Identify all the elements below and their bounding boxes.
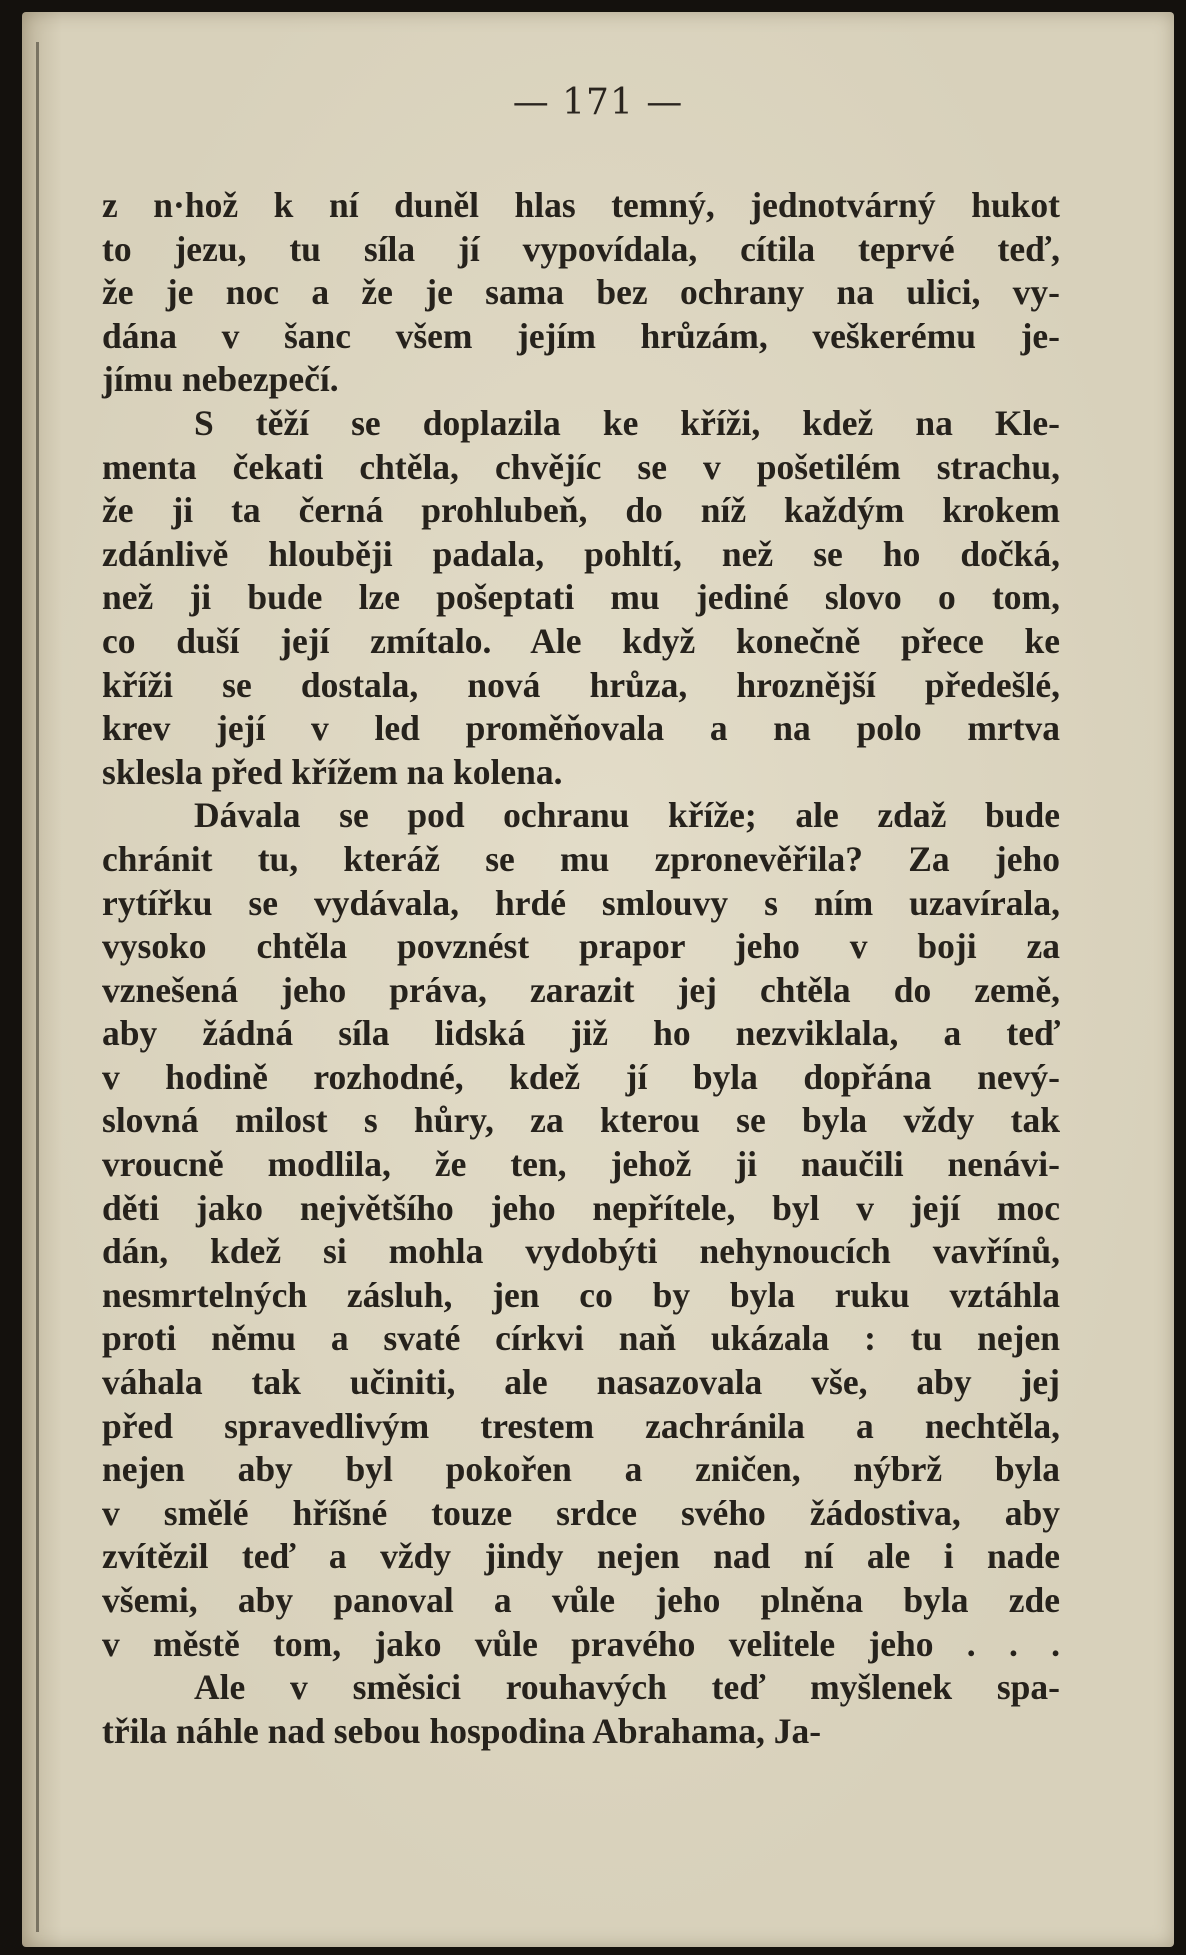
text-line: S těží se doplazila ke kříži, kdež na Kle- xyxy=(194,402,1060,443)
text-line: chránit tu, kteráž se mu zpronevěřila? Za jeho xyxy=(102,838,1060,879)
text-line: před spravedlivým trestem zachránila a nechtěla, xyxy=(102,1405,1060,1446)
text-line: slovná milost s hůry, za kterou se byla vždy tak xyxy=(102,1100,1060,1141)
text-line: v městě tom, jako vůle pravého velitele jeho . . . xyxy=(102,1623,1060,1664)
text-line: všemi, aby panoval a vůle jeho plněna byla zde xyxy=(102,1580,1060,1620)
text-line: sklesla před křížem na kolena. xyxy=(102,751,563,792)
text-line: v hodině rozhodné, kdež jí byla dopřána nevý- xyxy=(102,1056,1060,1097)
text-line: než ji bude lze pošeptati mu jediné slovo o tom, xyxy=(102,577,1060,618)
text-line: váhala tak učiniti, ale nasazovala vše, aby jej xyxy=(102,1362,1060,1403)
text-line: jímu nebezpečí. xyxy=(102,359,339,400)
text-line: Ale v směsici rouhavých teď myšlenek spa- xyxy=(194,1667,1060,1708)
binding-edge xyxy=(36,42,39,1932)
text-line: vroucně modlila, že ten, jehož ji naučili nenávi- xyxy=(102,1144,1060,1185)
text-line: to jezu, tu síla jí vypovídala, cítila teprvé teď, xyxy=(102,228,1060,269)
text-line: vysoko chtěla povznést prapor jeho v boji za xyxy=(102,926,1060,967)
text-line: že je noc a že je sama bez ochrany na ulici, vy- xyxy=(102,272,1060,313)
page-number: — 171 — xyxy=(512,82,684,123)
text-line: Dávala se pod ochranu kříže; ale zdaž bude xyxy=(194,795,1060,836)
text-line: dán, kdež si mohla vydobýti nehynoucích vavřínů, xyxy=(102,1231,1060,1272)
text-line: v smělé hříšné touze srdce svého žádostiva, aby xyxy=(102,1492,1060,1533)
text-line: kříži se dostala, nová hrůza, hroznější předešlé, xyxy=(102,664,1060,705)
text-line: proti němu a svaté církvi naň ukázala : tu nejen xyxy=(102,1318,1060,1359)
text-line: menta čekati chtěla, chvějíc se v pošetilém strachu, xyxy=(102,446,1060,487)
text-line: rytířku se vydávala, hrdé smlouvy s ním uzavírala, xyxy=(102,882,1060,923)
text-line: třila náhle nad sebou hospodina Abrahama, Ja- xyxy=(102,1710,822,1751)
text-line: děti jako největšího jeho nepřítele, byl v její moc xyxy=(102,1187,1060,1228)
text-line: krev její v led proměňovala a na polo mrtva xyxy=(102,708,1060,749)
text-line: nesmrtelných zásluh, jen co by byla ruku vztáhla xyxy=(102,1274,1060,1315)
text-line: aby žádná síla lidská již ho nezviklala, a teď xyxy=(102,1013,1060,1054)
text-line: vznešená jeho práva, zarazit jej chtěla do země, xyxy=(102,969,1060,1010)
body-text xyxy=(102,184,1060,1753)
text-line: dána v šanc všem jejím hrůzám, veškerému je- xyxy=(102,315,1060,356)
text-line: co duší její zmítalo. Ale když konečně přece ke xyxy=(102,620,1060,661)
book-page xyxy=(22,12,1174,1947)
text-line: že ji ta černá prohlubeň, do níž každým krokem xyxy=(102,490,1060,531)
text-line: z n·hož k ní duněl hlas temný, jednotvárný hukot xyxy=(102,185,1060,225)
text-line: nejen aby byl pokořen a zničen, nýbrž byla xyxy=(102,1449,1060,1490)
text-line: zvítězil teď a vždy jindy nejen nad ní ale i nade xyxy=(102,1536,1060,1577)
text-line: zdánlivě hlouběji padala, pohltí, než se ho dočká, xyxy=(102,533,1060,574)
